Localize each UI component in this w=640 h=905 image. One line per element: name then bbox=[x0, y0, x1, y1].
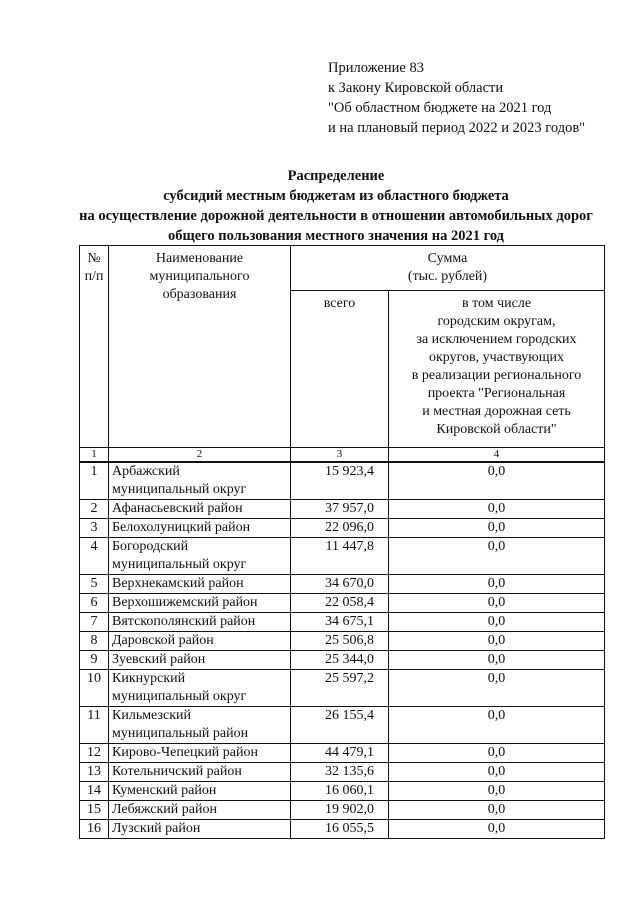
row-number: 7 bbox=[80, 613, 109, 632]
total-amount: 34 670,0 bbox=[291, 575, 389, 594]
row-number: 10 bbox=[80, 670, 109, 707]
row-number: 4 bbox=[80, 538, 109, 575]
annex-line: "Об областном бюджете на 2021 год bbox=[328, 100, 552, 116]
title-line: субсидий местным бюджетам из областного бюджета bbox=[163, 188, 509, 204]
row-number: 5 bbox=[80, 575, 109, 594]
row-number: 13 bbox=[80, 763, 109, 782]
table-row bbox=[80, 575, 605, 594]
row-number: 2 bbox=[80, 500, 109, 519]
document-title bbox=[60, 166, 612, 246]
total-amount: 25 597,2 bbox=[291, 670, 389, 707]
table-row bbox=[80, 707, 605, 744]
annex-line: и на плановый период 2022 и 2023 годов" bbox=[328, 120, 586, 136]
municipality-name: Богородский муниципальный округ bbox=[109, 538, 291, 575]
table-row bbox=[80, 820, 605, 839]
row-number: 12 bbox=[80, 744, 109, 763]
including-amount: 0,0 bbox=[389, 782, 605, 801]
annex-reference bbox=[328, 58, 585, 138]
row-number: 15 bbox=[80, 801, 109, 820]
including-amount: 0,0 bbox=[389, 519, 605, 538]
total-amount: 26 155,4 bbox=[291, 707, 389, 744]
including-amount: 0,0 bbox=[389, 594, 605, 613]
total-amount: 25 506,8 bbox=[291, 632, 389, 651]
municipality-name: Куменский район bbox=[109, 782, 291, 801]
table-row bbox=[80, 632, 605, 651]
municipality-name: Верхошижемский район bbox=[109, 594, 291, 613]
table-row bbox=[80, 651, 605, 670]
header-sum: Сумма (тыс. рублей) bbox=[291, 246, 605, 291]
total-amount: 44 479,1 bbox=[291, 744, 389, 763]
including-amount: 0,0 bbox=[389, 575, 605, 594]
table-row bbox=[80, 782, 605, 801]
row-number: 6 bbox=[80, 594, 109, 613]
header-total: всего bbox=[291, 291, 389, 448]
total-amount: 22 096,0 bbox=[291, 519, 389, 538]
including-amount: 0,0 bbox=[389, 763, 605, 782]
total-amount: 15 923,4 bbox=[291, 462, 389, 500]
including-amount: 0,0 bbox=[389, 538, 605, 575]
municipality-name: Котельничский район bbox=[109, 763, 291, 782]
municipality-name: Даровской район bbox=[109, 632, 291, 651]
municipality-name: Лузский район bbox=[109, 820, 291, 839]
including-amount: 0,0 bbox=[389, 632, 605, 651]
including-amount: 0,0 bbox=[389, 820, 605, 839]
total-amount: 16 060,1 bbox=[291, 782, 389, 801]
title-line: Распределение bbox=[287, 168, 385, 184]
municipality-name: Лебяжский район bbox=[109, 801, 291, 820]
row-number: 8 bbox=[80, 632, 109, 651]
municipality-name: Вятскополянский район bbox=[109, 613, 291, 632]
municipality-name: Белохолуницкий район bbox=[109, 519, 291, 538]
row-number: 16 bbox=[80, 820, 109, 839]
row-number: 11 bbox=[80, 707, 109, 744]
total-amount: 32 135,6 bbox=[291, 763, 389, 782]
table-row bbox=[80, 519, 605, 538]
table-row bbox=[80, 594, 605, 613]
row-number: 14 bbox=[80, 782, 109, 801]
header-name: Наименование муниципального образования bbox=[109, 246, 291, 448]
table-row bbox=[80, 500, 605, 519]
including-amount: 0,0 bbox=[389, 613, 605, 632]
total-amount: 19 902,0 bbox=[291, 801, 389, 820]
total-amount: 25 344,0 bbox=[291, 651, 389, 670]
column-number: 1 bbox=[80, 448, 109, 463]
municipality-name: Кильмезский муниципальный район bbox=[109, 707, 291, 744]
including-amount: 0,0 bbox=[389, 462, 605, 500]
municipality-name: Кирово-Чепецкий район bbox=[109, 744, 291, 763]
table-row bbox=[80, 801, 605, 820]
table-row bbox=[80, 744, 605, 763]
table-row bbox=[80, 763, 605, 782]
table-row bbox=[80, 613, 605, 632]
including-amount: 0,0 bbox=[389, 651, 605, 670]
municipality-name: Кикнурский муниципальный округ bbox=[109, 670, 291, 707]
title-line: на осуществление дорожной деятельности в отношении автомобильных дорог bbox=[79, 208, 593, 224]
total-amount: 22 058,4 bbox=[291, 594, 389, 613]
total-amount: 16 055,5 bbox=[291, 820, 389, 839]
total-amount: 11 447,8 bbox=[291, 538, 389, 575]
row-number: 1 bbox=[80, 462, 109, 500]
column-number: 3 bbox=[291, 448, 389, 463]
row-number: 9 bbox=[80, 651, 109, 670]
table-row bbox=[80, 538, 605, 575]
municipality-name: Зуевский район bbox=[109, 651, 291, 670]
including-amount: 0,0 bbox=[389, 500, 605, 519]
row-number: 3 bbox=[80, 519, 109, 538]
total-amount: 34 675,1 bbox=[291, 613, 389, 632]
including-amount: 0,0 bbox=[389, 670, 605, 707]
including-amount: 0,0 bbox=[389, 744, 605, 763]
municipality-name: Афанасьевский район bbox=[109, 500, 291, 519]
column-number: 2 bbox=[109, 448, 291, 463]
municipality-name: Верхнекамский район bbox=[109, 575, 291, 594]
annex-line: к Закону Кировской области bbox=[328, 80, 504, 96]
title-line: общего пользования местного значения на 2021 год bbox=[167, 228, 505, 244]
including-amount: 0,0 bbox=[389, 707, 605, 744]
table-header-row bbox=[80, 246, 605, 291]
table-row bbox=[80, 462, 605, 500]
table-row bbox=[80, 670, 605, 707]
annex-line: Приложение 83 bbox=[328, 60, 424, 76]
subsidy-table bbox=[79, 245, 605, 839]
including-amount: 0,0 bbox=[389, 801, 605, 820]
column-number: 4 bbox=[389, 448, 605, 463]
municipality-name: Арбажский муниципальный округ bbox=[109, 462, 291, 500]
header-num: № п/п bbox=[80, 246, 109, 448]
column-number-row bbox=[80, 448, 605, 463]
header-including: в том числе городским округам, за исключением городских округов, участвующих в реализации регионального проекта "Региональная и местная дорожная сеть Кировской области" bbox=[389, 291, 605, 448]
total-amount: 37 957,0 bbox=[291, 500, 389, 519]
